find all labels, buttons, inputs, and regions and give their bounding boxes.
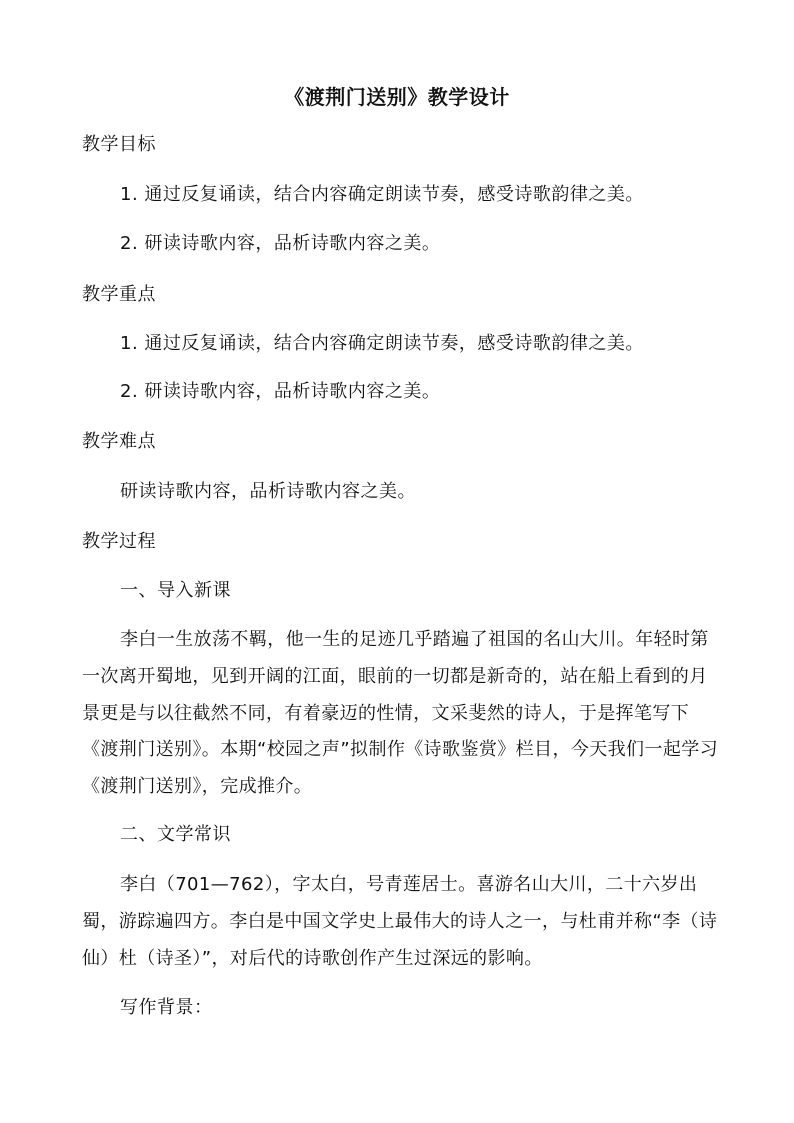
subheading-intro: 一、导入新课 (120, 580, 231, 601)
difficulty-item-1: 研读诗歌内容，品析诗歌内容之美。 (120, 481, 416, 502)
goal-item-1: 1. 通过反复诵读，结合内容确定朗读节奏，感受诗歌韵律之美。 (120, 184, 644, 205)
paragraph-literature: 李白（701—762），字太白，号青莲居士。喜游名山大川，二十六岁出蜀，游踪遍四方。李白是中国文学史上最伟大的诗人之一，与杜甫并称“李（诗仙）杜（诗圣）”，对后代的诗歌创作产生过深远的影响。 (82, 874, 718, 969)
heading-teaching-process: 教学过程 (82, 531, 156, 552)
document-title: 《渡荆门送别》教学设计 (284, 85, 510, 109)
key-point-item-2: 2. 研读诗歌内容，品析诗歌内容之美。 (120, 381, 441, 402)
subheading-literature: 二、文学常识 (120, 824, 231, 845)
paragraph-intro: 李白一生放荡不羁，他一生的足迹几乎踏遍了祖国的名山大川。年轻时第一次离开蜀地，见到开阔的江面，眼前的一切都是新奇的，站在船上看到的月景更是与以往截然不同，有着豪迈的性情，文采斐然的诗人，于是挥笔写下《渡荆门送别》。本期“校园之声”拟制作《诗歌鉴赏》栏目，今天我们一起学习《渡荆门送别》，完成推介。 (82, 629, 719, 798)
key-point-item-1: 1. 通过反复诵读，结合内容确定朗读节奏，感受诗歌韵律之美。 (120, 333, 644, 354)
heading-difficulties: 教学难点 (82, 431, 156, 452)
heading-teaching-goals: 教学目标 (82, 134, 156, 155)
goal-item-2: 2. 研读诗歌内容，品析诗歌内容之美。 (120, 233, 441, 254)
background-label: 写作背景： (120, 997, 213, 1018)
heading-key-points: 教学重点 (82, 284, 156, 305)
